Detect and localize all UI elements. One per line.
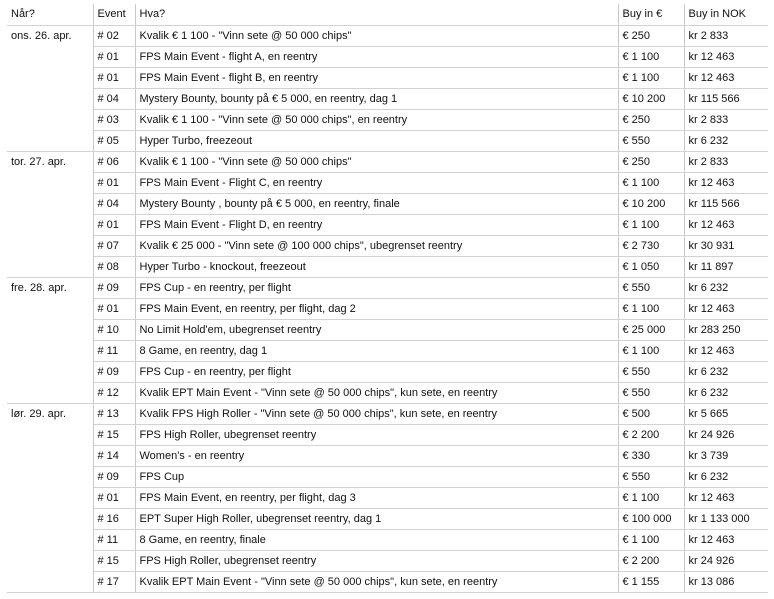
cell-buyin-eur: € 330 xyxy=(618,446,684,467)
cell-event: # 01 xyxy=(93,299,135,320)
cell-when xyxy=(7,509,93,530)
cell-event: # 11 xyxy=(93,530,135,551)
cell-buyin-nok: kr 6 232 xyxy=(684,131,768,152)
cell-buyin-nok: kr 1 133 000 xyxy=(684,509,768,530)
cell-buyin-eur: € 10 200 xyxy=(618,194,684,215)
cell-buyin-nok: kr 12 463 xyxy=(684,488,768,509)
cell-event: # 11 xyxy=(93,341,135,362)
cell-buyin-eur: € 2 200 xyxy=(618,551,684,572)
cell-event: # 15 xyxy=(93,425,135,446)
cell-event: # 14 xyxy=(93,446,135,467)
cell-buyin-eur: € 550 xyxy=(618,467,684,488)
cell-when xyxy=(7,215,93,236)
cell-when xyxy=(7,257,93,278)
cell-event: # 16 xyxy=(93,509,135,530)
cell-what: FPS Cup - en reentry, per flight xyxy=(135,362,618,383)
cell-buyin-eur: € 10 200 xyxy=(618,89,684,110)
cell-what: FPS Main Event - Flight C, en reentry xyxy=(135,173,618,194)
cell-when xyxy=(7,173,93,194)
cell-buyin-nok: kr 12 463 xyxy=(684,341,768,362)
cell-what: 8 Game, en reentry, finale xyxy=(135,530,618,551)
table-row xyxy=(7,572,768,593)
table-row xyxy=(7,152,768,173)
table-row xyxy=(7,257,768,278)
cell-what: Kvalik € 1 100 - "Vinn sete @ 50 000 chips" xyxy=(135,26,618,47)
cell-what: FPS High Roller, ubegrenset reentry xyxy=(135,551,618,572)
cell-buyin-eur: € 100 000 xyxy=(618,509,684,530)
cell-when xyxy=(7,572,93,593)
cell-what: Kvalik EPT Main Event - "Vinn sete @ 50 000 chips", kun sete, en reentry xyxy=(135,572,618,593)
cell-when xyxy=(7,110,93,131)
cell-what: FPS Main Event, en reentry, per flight, dag 2 xyxy=(135,299,618,320)
cell-buyin-nok: kr 12 463 xyxy=(684,173,768,194)
cell-what: Kvalik € 25 000 - "Vinn sete @ 100 000 chips", ubegrenset reentry xyxy=(135,236,618,257)
header-what: Hva? xyxy=(135,4,618,26)
cell-buyin-nok: kr 2 833 xyxy=(684,152,768,173)
cell-what: Women's - en reentry xyxy=(135,446,618,467)
cell-event: # 05 xyxy=(93,131,135,152)
cell-buyin-nok: kr 2 833 xyxy=(684,26,768,47)
header-buyin-nok: Buy in NOK xyxy=(684,4,768,26)
cell-what: FPS Main Event, en reentry, per flight, dag 3 xyxy=(135,488,618,509)
cell-buyin-eur: € 2 730 xyxy=(618,236,684,257)
table-row xyxy=(7,467,768,488)
cell-buyin-eur: € 550 xyxy=(618,362,684,383)
table-row xyxy=(7,320,768,341)
cell-buyin-nok: kr 115 566 xyxy=(684,89,768,110)
cell-what: 8 Game, en reentry, dag 1 xyxy=(135,341,618,362)
cell-buyin-nok: kr 24 926 xyxy=(684,551,768,572)
table-row xyxy=(7,215,768,236)
table-row xyxy=(7,110,768,131)
cell-event: # 06 xyxy=(93,152,135,173)
cell-when xyxy=(7,320,93,341)
cell-buyin-nok: kr 12 463 xyxy=(684,68,768,89)
cell-buyin-eur: € 550 xyxy=(618,383,684,404)
table-row xyxy=(7,404,768,425)
cell-when xyxy=(7,68,93,89)
table-row xyxy=(7,299,768,320)
cell-when xyxy=(7,47,93,68)
cell-when xyxy=(7,362,93,383)
table-row xyxy=(7,278,768,299)
cell-when xyxy=(7,488,93,509)
cell-buyin-nok: kr 12 463 xyxy=(684,530,768,551)
cell-buyin-eur: € 250 xyxy=(618,152,684,173)
cell-when xyxy=(7,425,93,446)
cell-buyin-eur: € 1 100 xyxy=(618,215,684,236)
cell-event: # 09 xyxy=(93,278,135,299)
table-body xyxy=(7,26,768,593)
cell-buyin-eur: € 1 100 xyxy=(618,299,684,320)
cell-event: # 10 xyxy=(93,320,135,341)
cell-buyin-eur: € 1 100 xyxy=(618,488,684,509)
cell-when xyxy=(7,530,93,551)
table-row xyxy=(7,131,768,152)
cell-buyin-nok: kr 115 566 xyxy=(684,194,768,215)
header-when: Når? xyxy=(7,4,93,26)
cell-buyin-eur: € 550 xyxy=(618,131,684,152)
table-row xyxy=(7,425,768,446)
cell-buyin-nok: kr 3 739 xyxy=(684,446,768,467)
cell-event: # 01 xyxy=(93,215,135,236)
cell-what: FPS Main Event - flight A, en reentry xyxy=(135,47,618,68)
cell-buyin-eur: € 1 100 xyxy=(618,341,684,362)
header-event: Event xyxy=(93,4,135,26)
cell-event: # 01 xyxy=(93,488,135,509)
cell-buyin-nok: kr 6 232 xyxy=(684,278,768,299)
cell-event: # 07 xyxy=(93,236,135,257)
cell-what: Kvalik FPS High Roller - "Vinn sete @ 50 000 chips", kun sete, en reentry xyxy=(135,404,618,425)
cell-buyin-nok: kr 11 897 xyxy=(684,257,768,278)
cell-buyin-eur: € 550 xyxy=(618,278,684,299)
cell-buyin-nok: kr 12 463 xyxy=(684,215,768,236)
table-row xyxy=(7,509,768,530)
cell-buyin-eur: € 1 100 xyxy=(618,173,684,194)
cell-when xyxy=(7,341,93,362)
cell-buyin-nok: kr 30 931 xyxy=(684,236,768,257)
cell-buyin-nok: kr 6 232 xyxy=(684,467,768,488)
cell-event: # 02 xyxy=(93,26,135,47)
cell-buyin-nok: kr 6 232 xyxy=(684,362,768,383)
cell-buyin-eur: € 500 xyxy=(618,404,684,425)
table-row xyxy=(7,194,768,215)
table-row xyxy=(7,236,768,257)
cell-buyin-eur: € 25 000 xyxy=(618,320,684,341)
table-row xyxy=(7,362,768,383)
cell-what: FPS High Roller, ubegrenset reentry xyxy=(135,425,618,446)
cell-buyin-eur: € 1 100 xyxy=(618,47,684,68)
table-row xyxy=(7,47,768,68)
cell-buyin-nok: kr 12 463 xyxy=(684,47,768,68)
cell-event: # 17 xyxy=(93,572,135,593)
cell-when xyxy=(7,131,93,152)
cell-what: Kvalik € 1 100 - "Vinn sete @ 50 000 chips", en reentry xyxy=(135,110,618,131)
cell-what: Mystery Bounty, bounty på € 5 000, en reentry, dag 1 xyxy=(135,89,618,110)
cell-event: # 09 xyxy=(93,467,135,488)
cell-event: # 12 xyxy=(93,383,135,404)
cell-buyin-nok: kr 2 833 xyxy=(684,110,768,131)
cell-event: # 03 xyxy=(93,110,135,131)
cell-buyin-nok: kr 13 086 xyxy=(684,572,768,593)
header-buyin-eur: Buy in € xyxy=(618,4,684,26)
cell-buyin-nok: kr 283 250 xyxy=(684,320,768,341)
cell-event: # 04 xyxy=(93,194,135,215)
cell-event: # 13 xyxy=(93,404,135,425)
cell-buyin-nok: kr 5 665 xyxy=(684,404,768,425)
cell-what: FPS Cup xyxy=(135,467,618,488)
cell-event: # 09 xyxy=(93,362,135,383)
cell-buyin-eur: € 1 155 xyxy=(618,572,684,593)
table-row xyxy=(7,173,768,194)
cell-buyin-eur: € 1 050 xyxy=(618,257,684,278)
cell-event: # 01 xyxy=(93,173,135,194)
cell-buyin-nok: kr 6 232 xyxy=(684,383,768,404)
cell-what: Mystery Bounty , bounty på € 5 000, en reentry, finale xyxy=(135,194,618,215)
cell-buyin-eur: € 1 100 xyxy=(618,530,684,551)
cell-what: Hyper Turbo - knockout, freezeout xyxy=(135,257,618,278)
cell-event: # 01 xyxy=(93,68,135,89)
cell-when: fre. 28. apr. xyxy=(7,278,93,299)
cell-when: tor. 27. apr. xyxy=(7,152,93,173)
cell-what: FPS Cup - en reentry, per flight xyxy=(135,278,618,299)
table-row xyxy=(7,26,768,47)
cell-when xyxy=(7,467,93,488)
table-row xyxy=(7,488,768,509)
cell-when xyxy=(7,551,93,572)
cell-when: lør. 29. apr. xyxy=(7,404,93,425)
table-row xyxy=(7,383,768,404)
cell-what: FPS Main Event - flight B, en reentry xyxy=(135,68,618,89)
cell-what: FPS Main Event - Flight D, en reentry xyxy=(135,215,618,236)
cell-when xyxy=(7,89,93,110)
cell-when xyxy=(7,383,93,404)
cell-what: Kvalik € 1 100 - "Vinn sete @ 50 000 chips" xyxy=(135,152,618,173)
schedule-table xyxy=(7,4,768,593)
cell-when xyxy=(7,194,93,215)
cell-buyin-nok: kr 12 463 xyxy=(684,299,768,320)
cell-when xyxy=(7,446,93,467)
table-row xyxy=(7,530,768,551)
cell-buyin-eur: € 250 xyxy=(618,26,684,47)
table-row xyxy=(7,68,768,89)
cell-what: Kvalik EPT Main Event - "Vinn sete @ 50 000 chips", kun sete, en reentry xyxy=(135,383,618,404)
cell-buyin-nok: kr 24 926 xyxy=(684,425,768,446)
cell-what: No Limit Hold'em, ubegrenset reentry xyxy=(135,320,618,341)
cell-what: EPT Super High Roller, ubegrenset reentry, dag 1 xyxy=(135,509,618,530)
table-row xyxy=(7,446,768,467)
table-row xyxy=(7,341,768,362)
cell-event: # 01 xyxy=(93,47,135,68)
cell-when xyxy=(7,299,93,320)
cell-buyin-eur: € 2 200 xyxy=(618,425,684,446)
cell-when: ons. 26. apr. xyxy=(7,26,93,47)
cell-what: Hyper Turbo, freezeout xyxy=(135,131,618,152)
header-row xyxy=(7,4,768,26)
cell-event: # 15 xyxy=(93,551,135,572)
table-row xyxy=(7,551,768,572)
cell-event: # 04 xyxy=(93,89,135,110)
cell-buyin-eur: € 250 xyxy=(618,110,684,131)
cell-when xyxy=(7,236,93,257)
table-row xyxy=(7,89,768,110)
cell-buyin-eur: € 1 100 xyxy=(618,68,684,89)
cell-event: # 08 xyxy=(93,257,135,278)
